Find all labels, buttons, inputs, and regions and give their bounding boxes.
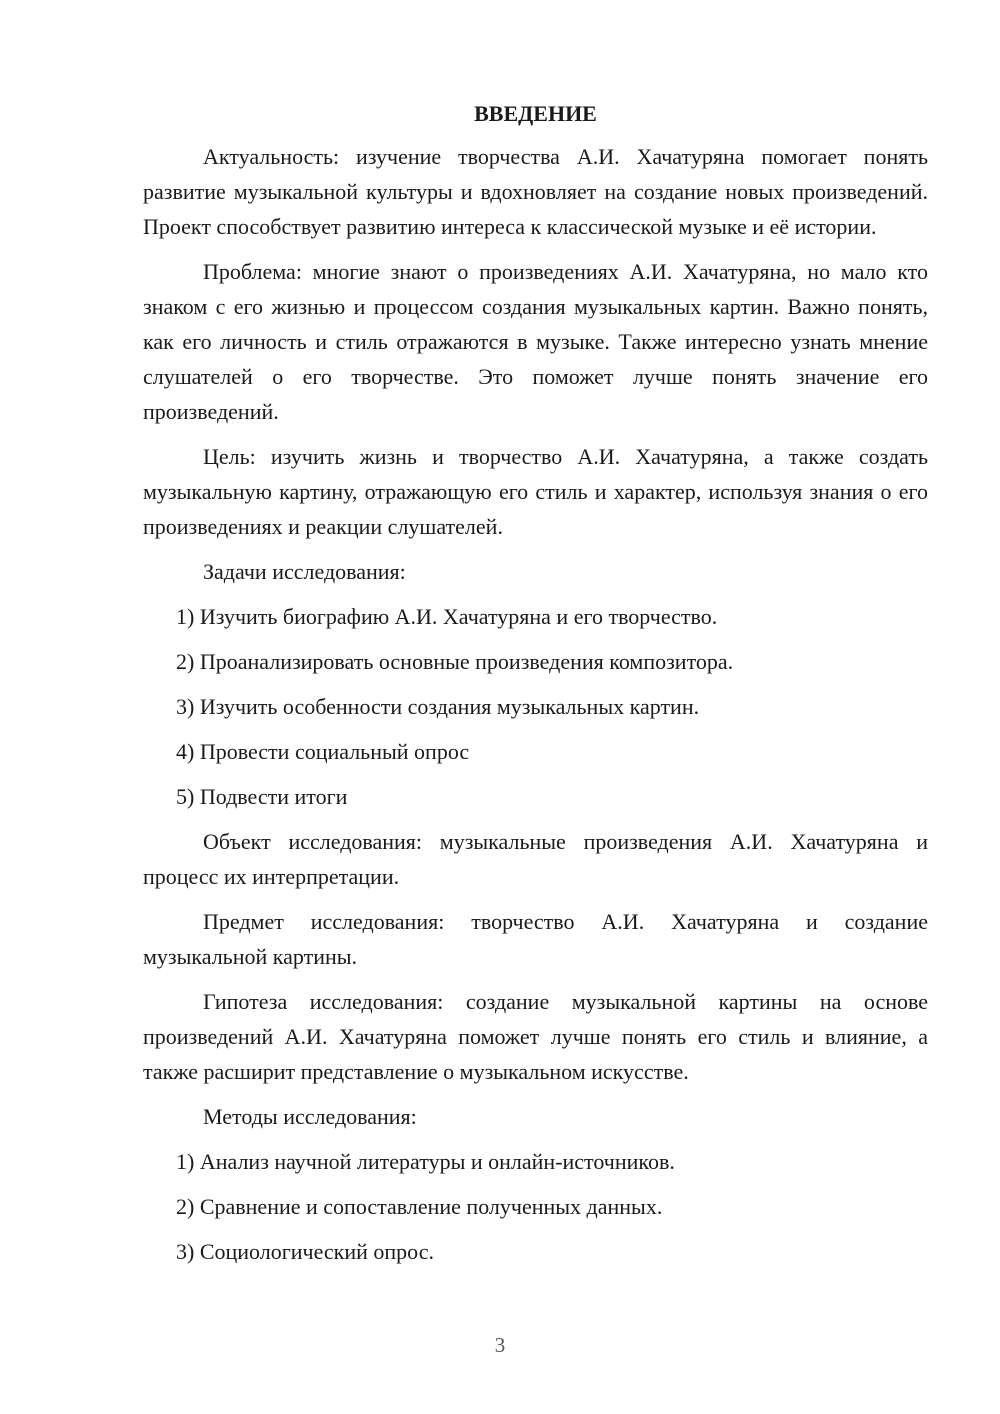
page-title: ВВЕДЕНИЕ — [474, 101, 597, 126]
task-item: 3) Изучить особенности создания музыкальных картин. — [176, 694, 700, 719]
page-number: 3 — [494, 1333, 506, 1357]
task-item: 2) Проанализировать основные произведения композитора. — [176, 649, 734, 674]
hypothesis-paragraph: Гипотеза исследования: создание музыкальной картины на основе произведений А.И. Хачатуряна поможет лучше понять его стиль и влияние, а также расширит представление о музыкальном искусстве. — [143, 989, 928, 1084]
page-content — [143, 96, 928, 1279]
subject-paragraph: Предмет исследования: творчество А.И. Хачатуряна и создание музыкальной картины. — [143, 909, 928, 969]
method-item: 2) Сравнение и сопоставление полученных данных. — [176, 1194, 663, 1219]
problem-paragraph: Проблема: многие знают о произведениях А.И. Хачатуряна, но мало кто знаком с его жизнью и процессом создания музыкальных картин. Важно понять, как его личность и стиль отражаются в музыке. Также интересно узнать мнение слушателей о его творчестве. Это поможет лучше понять значение его произведений. — [143, 259, 928, 424]
task-item: 5) Подвести итоги — [176, 784, 348, 809]
methods-list — [143, 1144, 928, 1269]
relevance-paragraph: Актуальность: изучение творчества А.И. Хачатуряна помогает понять развитие музыкальной культуры и вдохновляет на создание новых произведений. Проект способствует развитию интереса к классической музыке и её истории. — [143, 144, 928, 239]
task-item: 4) Провести социальный опрос — [176, 739, 470, 764]
tasks-heading: Задачи исследования: — [203, 559, 406, 584]
tasks-list — [143, 599, 928, 814]
task-item: 1) Изучить биографию А.И. Хачатуряна и его творчество. — [176, 604, 718, 629]
object-paragraph: Объект исследования: музыкальные произведения А.И. Хачатуряна и процесс их интерпретации. — [143, 829, 928, 889]
method-item: 3) Социологический опрос. — [176, 1239, 434, 1264]
goal-paragraph: Цель: изучить жизнь и творчество А.И. Хачатуряна, а также создать музыкальную картину, отражающую его стиль и характер, используя знания о его произведениях и реакции слушателей. — [143, 444, 928, 539]
methods-heading: Методы исследования: — [203, 1104, 417, 1129]
method-item: 1) Анализ научной литературы и онлайн-источников. — [176, 1149, 675, 1174]
